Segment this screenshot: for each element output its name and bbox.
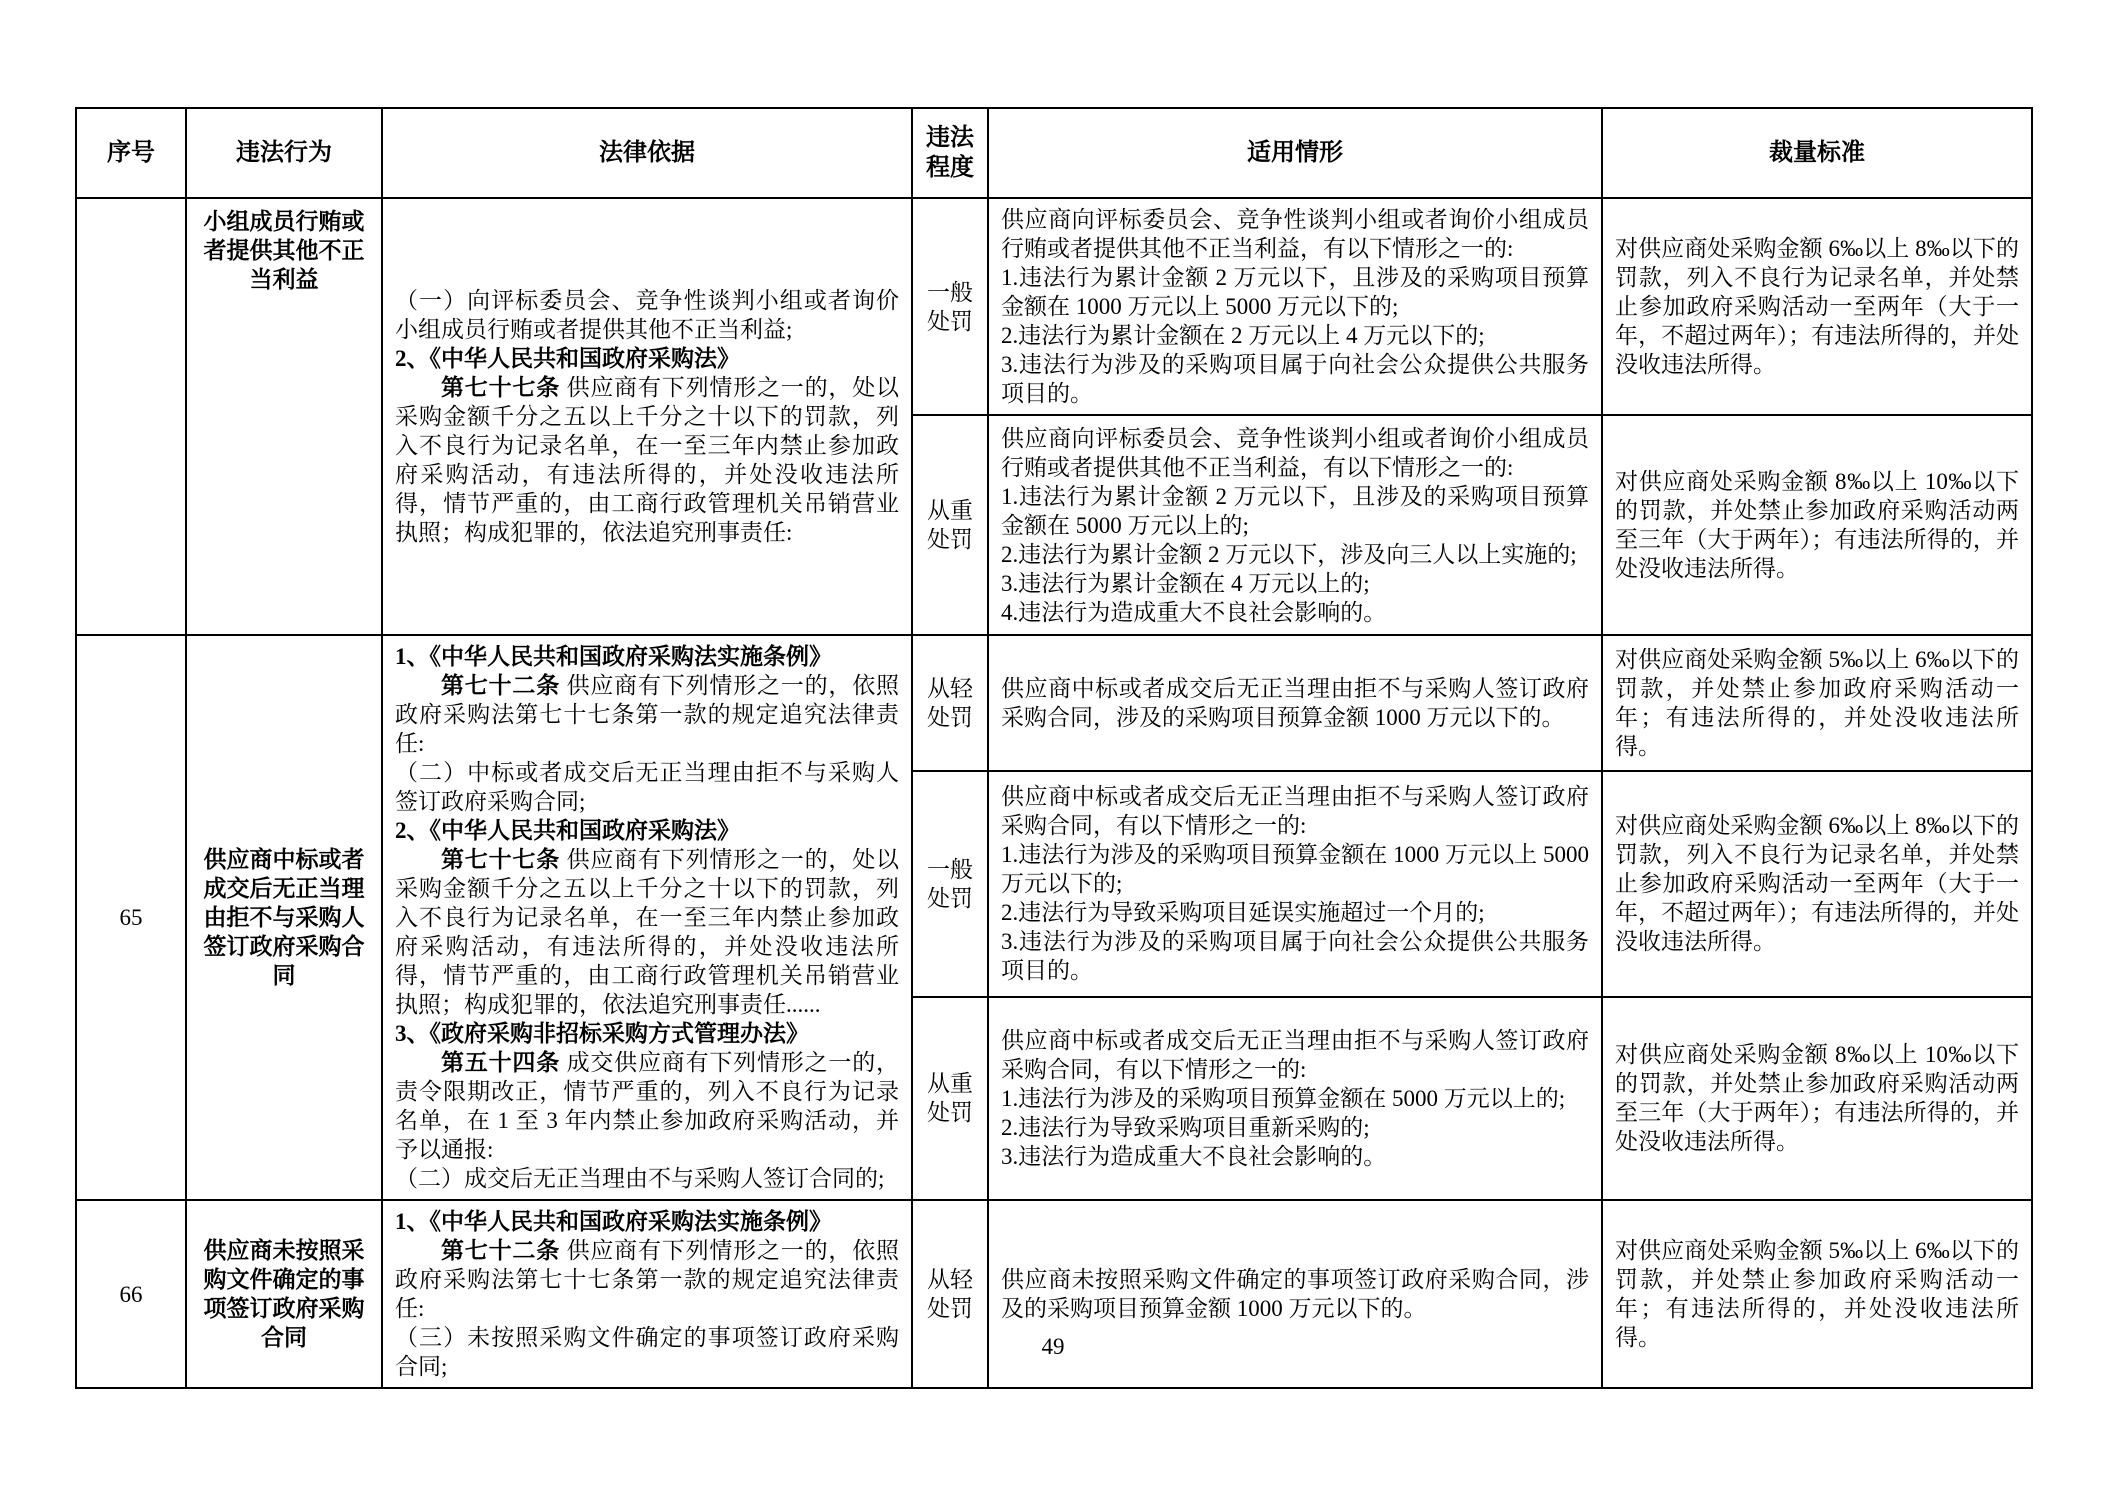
cell-standard: 对供应商处采购金额 8‰以上 10‰以下的罚款，并处禁止参加政府采购活动两至三年（大于两年）；有违法所得的，并处没收违法所得。 — [1602, 415, 2032, 635]
header-standard: 裁量标准 — [1602, 108, 2032, 198]
cell-legal-basis: 1、《中华人民共和国政府采购法实施条例》 第七十二条 供应商有下列情形之一的，依照政府采购法第七十七条第一款的规定追究法律责任: （二）中标或者成交后无正当理由拒不与采购人签订政府采购合同; 2、《中华人民共和国政府采购法》 第七十七条 供应商有下列情形之一的，处以采购金额千分之五以上千分之十以下的罚款，列入不良行为记录名单，在一至三年内禁止参加政府采购活动，有违法所得的，并处没收违法所得，情节严重的，由工商行政管理机关吊销营业执照；构成犯罪的，依法追究刑事责任...... 3、《政府采购非招标采购方式管理办法》 第五十四条 成交供应商有下列情形之一的，责令限期改正，情节严重的，列入不良行为记录名单，在 1 至 3 年内禁止参加政府采购活动，并予以通报: （二）成交后无正当理由不与采购人签订合同的; — [382, 635, 912, 1200]
cell-situation: 供应商中标或者成交后无正当理由拒不与采购人签订政府采购合同，有以下情形之一的: 1.违法行为涉及的采购项目预算金额在 1000 万元以上 5000 万元以下的; 2.违法行为导致采购项目延误实施超过一个月的; 3.违法行为涉及的采购项目属于向社会公众提供公共服务项目的。 — [988, 771, 1602, 997]
header-seq: 序号 — [76, 108, 186, 198]
table-row — [76, 198, 2032, 415]
cell-degree: 一般处罚 — [912, 771, 988, 997]
cell-degree: 从重处罚 — [912, 997, 988, 1200]
cell-seq: 66 — [76, 1200, 186, 1388]
header-situation: 适用情形 — [988, 108, 1602, 198]
cell-standard: 对供应商处采购金额 8‰以上 10‰以下的罚款，并处禁止参加政府采购活动两至三年（大于两年）；有违法所得的，并处没收违法所得。 — [1602, 997, 2032, 1200]
table-header-row — [76, 108, 2032, 198]
page-number: 49 — [1041, 1334, 1065, 1359]
cell-situation: 供应商未按照采购文件确定的事项签订政府采购合同，涉及的采购项目预算金额 1000 万元以下的。 — [988, 1200, 1602, 1388]
cell-standard: 对供应商处采购金额 6‰以上 8‰以下的罚款，列入不良行为记录名单，并处禁止参加政府采购活动一至两年（大于一年，不超过两年）；有违法所得的，并处没收违法所得。 — [1602, 198, 2032, 415]
cell-standard: 对供应商处采购金额 5‰以上 6‰以下的罚款，并处禁止参加政府采购活动一年；有违法所得的，并处没收违法所得。 — [1602, 635, 2032, 771]
cell-degree: 从轻处罚 — [912, 635, 988, 771]
cell-behavior: 供应商未按照采购文件确定的事项签订政府采购合同 — [186, 1200, 382, 1388]
cell-standard: 对供应商处采购金额 6‰以上 8‰以下的罚款，列入不良行为记录名单，并处禁止参加政府采购活动一至两年（大于一年，不超过两年）；有违法所得的，并处没收违法所得。 — [1602, 771, 2032, 997]
cell-legal-basis: （一）向评标委员会、竞争性谈判小组或者询价小组成员行贿或者提供其他不正当利益; 2、《中华人民共和国政府采购法》 第七十七条 供应商有下列情形之一的，处以采购金额千分之五以上千分之十以下的罚款，列入不良行为记录名单，在一至三年内禁止参加政府采购活动，有违法所得的，并处没收违法所得，情节严重的，由工商行政管理机关吊销营业执照；构成犯罪的，依法追究刑事责任: — [382, 198, 912, 635]
cell-behavior: 供应商中标或者成交后无正当理由拒不与采购人签订政府采购合同 — [186, 635, 382, 1200]
table-body — [76, 198, 2032, 1388]
penalty-table — [75, 107, 2033, 1389]
cell-seq: 65 — [76, 635, 186, 1200]
cell-degree: 从轻处罚 — [912, 1200, 988, 1388]
header-degree: 违法程度 — [912, 108, 988, 198]
header-legal-basis: 法律依据 — [382, 108, 912, 198]
cell-degree: 一般处罚 — [912, 198, 988, 415]
cell-standard: 对供应商处采购金额 5‰以上 6‰以下的罚款，并处禁止参加政府采购活动一年；有违法所得的，并处没收违法所得。 — [1602, 1200, 2032, 1388]
table-row — [76, 635, 2032, 771]
header-behavior: 违法行为 — [186, 108, 382, 198]
cell-seq — [76, 198, 186, 635]
cell-behavior: 小组成员行贿或者提供其他不正当利益 — [186, 198, 382, 635]
cell-degree: 从重处罚 — [912, 415, 988, 635]
cell-situation: 供应商中标或者成交后无正当理由拒不与采购人签订政府采购合同，有以下情形之一的: 1.违法行为涉及的采购项目预算金额在 5000 万元以上的; 2.违法行为导致采购项目重新采购的; 3.违法行为造成重大不良社会影响的。 — [988, 997, 1602, 1200]
cell-situation: 供应商中标或者成交后无正当理由拒不与采购人签订政府采购合同，涉及的采购项目预算金额 1000 万元以下的。 — [988, 635, 1602, 771]
cell-situation: 供应商向评标委员会、竞争性谈判小组或者询价小组成员行贿或者提供其他不正当利益，有以下情形之一的: 1.违法行为累计金额 2 万元以下，且涉及的采购项目预算金额在 5000 万元以上的; 2.违法行为累计金额 2 万元以下，涉及向三人以上实施的; 3.违法行为累计金额在 4 万元以上的; 4.违法行为造成重大不良社会影响的。 — [988, 415, 1602, 635]
cell-legal-basis: 1、《中华人民共和国政府采购法实施条例》 第七十二条 供应商有下列情形之一的，依照政府采购法第七十七条第一款的规定追究法律责任: （三）未按照采购文件确定的事项签订政府采购合同; — [382, 1200, 912, 1388]
cell-situation: 供应商向评标委员会、竞争性谈判小组或者询价小组成员行贿或者提供其他不正当利益，有以下情形之一的: 1.违法行为累计金额 2 万元以下，且涉及的采购项目预算金额在 1000 万元以上 5000 万元以下的; 2.违法行为累计金额在 2 万元以上 4 万元以下的; 3.违法行为涉及的采购项目属于向社会公众提供公共服务项目的。 — [988, 198, 1602, 415]
